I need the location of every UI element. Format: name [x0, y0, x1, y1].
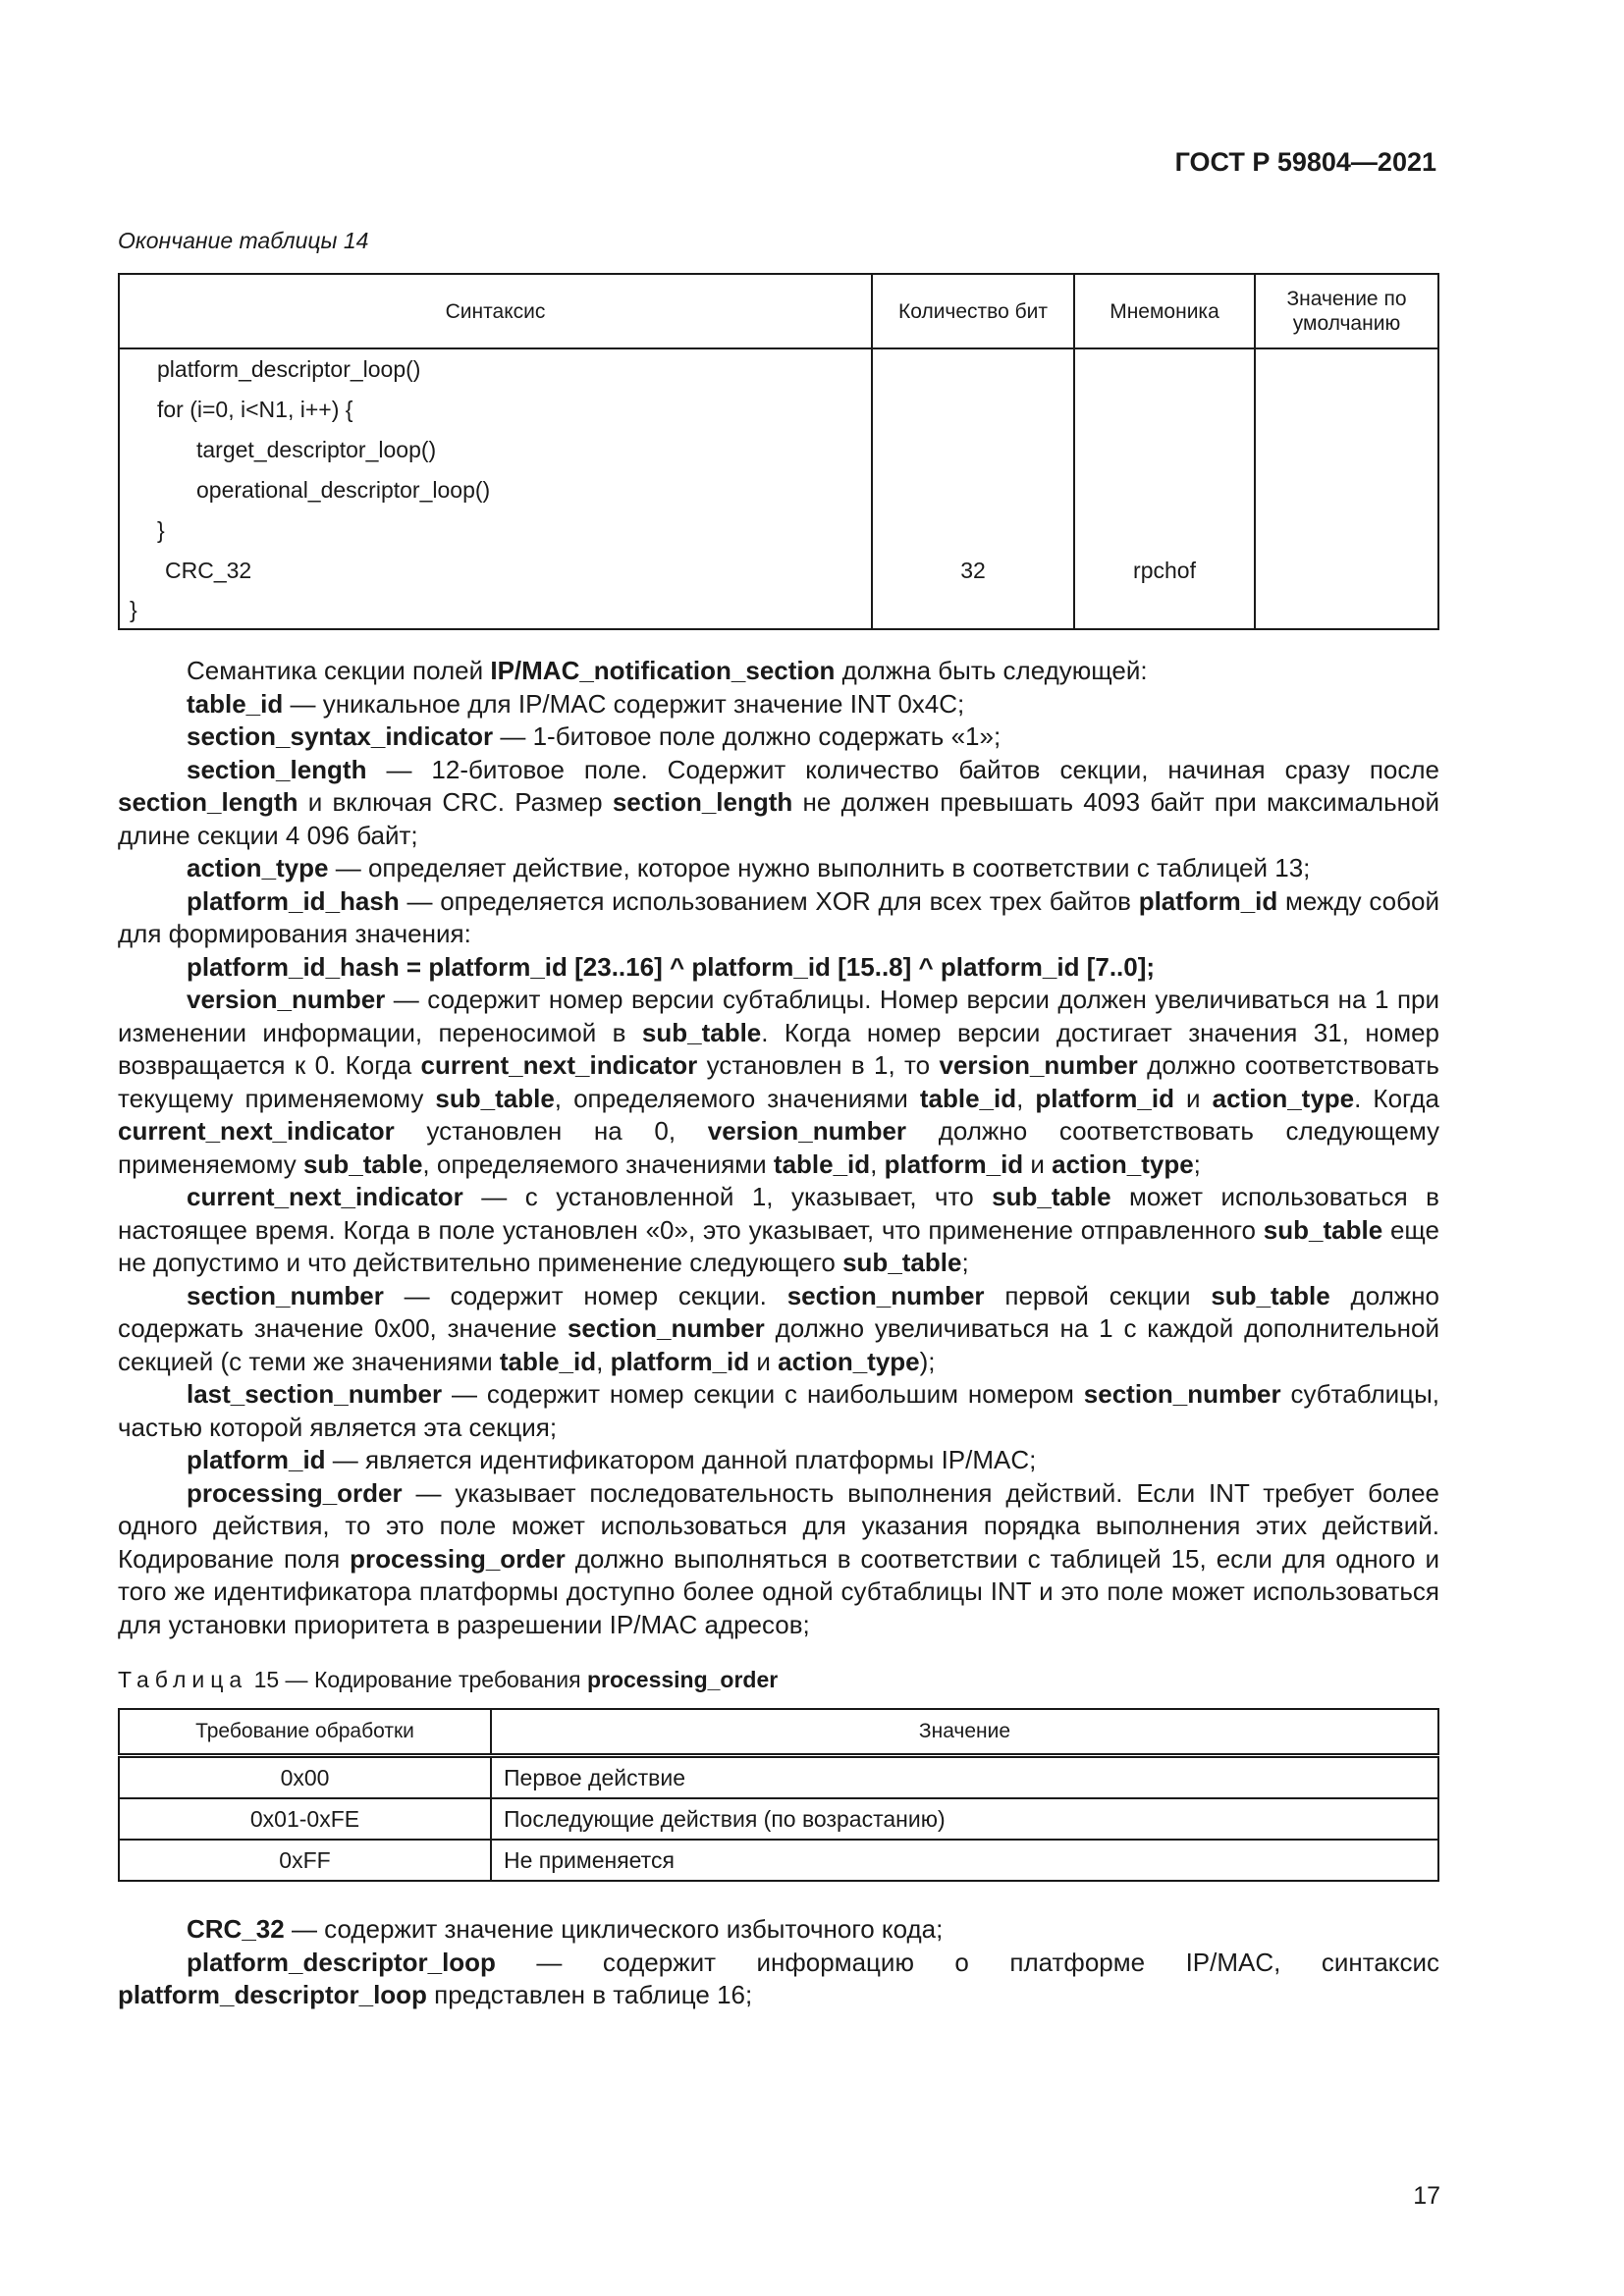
value-cell: Первое действие	[491, 1756, 1438, 1799]
paragraph: platform_id_hash — определяется использованием XOR для всех трех байтов platform_id между собой для формирования значения:	[118, 885, 1439, 948]
table15-caption-rest: 15 — Кодирование требования	[253, 1667, 581, 1692]
code-cell: 0xFF	[119, 1840, 491, 1881]
table-row	[119, 1798, 1438, 1840]
value-cell: Не применяется	[491, 1840, 1438, 1881]
col-value: Значение	[491, 1709, 1438, 1756]
paragraph: table_id — уникальное для IP/MAC содержит значение INT 0x4C;	[187, 688, 965, 719]
paragraph: section_syntax_indicator — 1-битовое поле должно содержать «1»;	[187, 721, 1001, 751]
formula: platform_id_hash = platform_id [23..16] ^ platform_id [15..8] ^ platform_id [7..0];	[187, 951, 1156, 982]
paragraph: section_length — 12-битовое поле. Содержит количество байтов секции, начиная сразу после section_length и включая CRC. Размер section_length не должен превышать 4093 байт при максимальной длине секции 4 096 байт;	[118, 754, 1439, 850]
table-header-row	[119, 274, 1438, 348]
table14-caption: Окончание таблицы 14	[118, 228, 369, 253]
col-syntax: Синтаксис	[119, 274, 872, 348]
paragraph: last_section_number — содержит номер секции с наибольшим номером section_number субтаблицы, частью которой является эта секция;	[118, 1379, 1439, 1442]
syntax-line: platform_descriptor_loop()	[157, 356, 421, 382]
page-number: 17	[1413, 2182, 1440, 2210]
table15-caption-field: processing_order	[586, 1667, 779, 1692]
table-row	[119, 1756, 1438, 1799]
paragraph: section_number — содержит номер секции. section_number первой секции sub_table должно содержать значение 0x00, значение section_number должно увеличиваться на 1 с каждой дополнительной секцией (с теми же значениями table_id, platform_id и action_type);	[118, 1280, 1439, 1376]
semantics-text	[118, 655, 1439, 1641]
col-bits: Количество бит	[872, 274, 1074, 348]
code-cell: 0x00	[119, 1756, 491, 1799]
paragraph: platform_descriptor_loop — содержит информацию о платформе IP/MAC, синтаксис platform_descriptor_loop представлен в таблице 16;	[118, 1947, 1439, 2009]
syntax-line: CRC_32	[165, 558, 252, 583]
paragraph: platform_id — является идентификатором данной платформы IP/MAC;	[187, 1445, 1037, 1474]
syntax-line: }	[157, 517, 165, 543]
col-default-label: Значение по умолчанию	[1286, 288, 1407, 335]
syntax-line: target_descriptor_loop()	[196, 437, 437, 462]
paragraph: CRC_32 — содержит значение циклического избыточного кода;	[187, 1914, 944, 1944]
col-mnemonic: Мнемоника	[1074, 274, 1255, 348]
paragraph: current_next_indicator — с установленной 1, указывает, что sub_table может использоваться в настоящее время. Когда в поле установлен «0», это указывает, что применение отправленного sub_table еще не допустимо и что действительно применение следующего sub_table;	[118, 1182, 1439, 1277]
table-header-row	[119, 1709, 1438, 1756]
paragraph: action_type — определяет действие, которое нужно выполнить в соответствии с таблицей 13;	[187, 853, 1311, 882]
syntax-line: }	[130, 597, 137, 622]
code-cell: 0x01-0xFE	[119, 1798, 491, 1840]
table-14	[118, 273, 1439, 630]
value-cell: Последующие действия (по возрастанию)	[491, 1798, 1438, 1840]
paragraph: processing_order — указывает последовательность выполнения действий. Если INT требует более одного действия, то это поле может использоваться для указания порядка выполнения этих действий. Кодирование поля processing_order должно выполняться в соответствии с таблицей 15, если для одного и того же идентификатора платформы доступно более одной субтаблицы INT и это поле может использоваться для установки приоритета в разрешении IP/MAC адресов;	[118, 1477, 1439, 1639]
document-header: ГОСТ Р 59804—2021	[1174, 147, 1436, 177]
mnemonic-cell	[1074, 348, 1255, 629]
crc-bits: 32	[960, 558, 986, 583]
table-row	[119, 348, 1438, 629]
default-cell	[1255, 348, 1438, 629]
syntax-line: operational_descriptor_loop()	[196, 477, 491, 503]
col-requirement: Требование обработки	[119, 1709, 491, 1756]
paragraph: version_number — содержит номер версии субтаблицы. Номер версии должен увеличиваться на 1 при изменении информации, переносимой в sub_table. Когда номер версии достигает значения 31, номер возвращается к 0. Когда current_next_indicator установлен в 1, то version_number должно соответствовать текущему применяемому sub_table, определяемого значениями table_id, platform_id и action_type. Когда current_next_indicator установлен на 0, version_number должно соответствовать следующему применяемому sub_table, определяемого значениями table_id, platform_id и action_type;	[118, 985, 1439, 1179]
table15-caption	[118, 1667, 778, 1693]
crc-mnemonic: rpchof	[1133, 558, 1196, 583]
bits-cell	[872, 348, 1074, 629]
table-15	[118, 1708, 1439, 1882]
table-row	[119, 1840, 1438, 1881]
table15-caption-label: Таблица	[118, 1667, 248, 1692]
semantics-text-continued	[118, 1913, 1439, 2012]
syntax-cell	[119, 348, 872, 629]
paragraph: Семантика секции полей IP/MAC_notification_section должна быть следующей:	[187, 656, 1148, 685]
col-default	[1255, 274, 1438, 348]
syntax-line: for (i=0, i<N1, i++) {	[157, 397, 353, 422]
